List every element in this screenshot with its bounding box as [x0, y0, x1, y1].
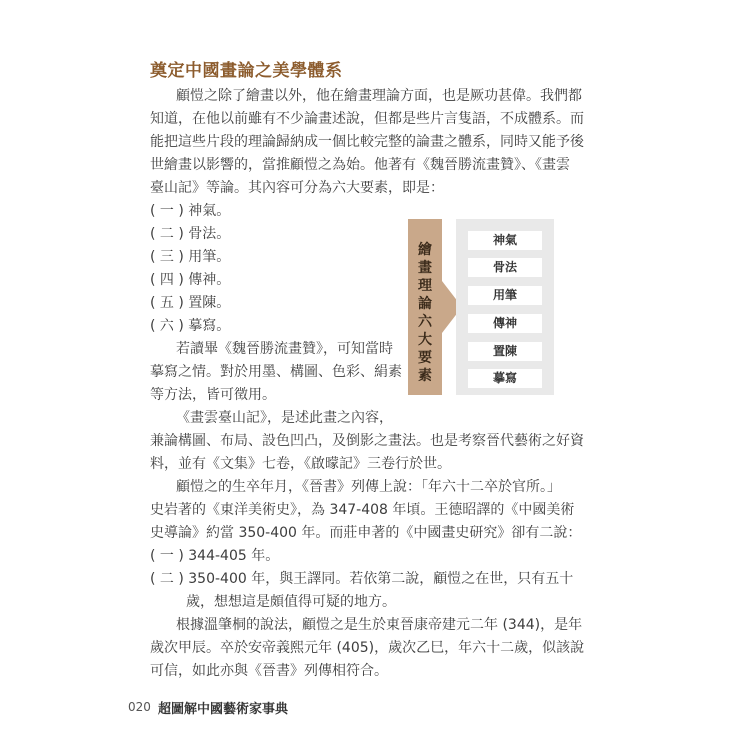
paragraph-line: 史導論》約當 350-400 年。而莊申著的《中國畫史研究》卻有二說：	[150, 525, 582, 541]
paragraph-line: 《畫雲臺山記》，是述此畫之內容，	[176, 410, 393, 426]
list-item: ( 五 ) 置陳。	[150, 295, 231, 311]
paragraph-line: 可信，如此亦與《晉書》列傳相符合。	[150, 663, 388, 679]
book-title: 超圖解中國藝術家事典	[158, 702, 289, 717]
diagram-label: 繪畫理論六大要素	[418, 242, 432, 384]
paragraph-line: 顧愷之的生卒年月，《晉書》列傳上說：「年六十二卒於官所。」	[176, 479, 561, 495]
list-item: ( 三 ) 用筆。	[150, 249, 231, 265]
diagram-label-box	[408, 219, 442, 395]
paragraph-line: 摹寫之情。對於用墨、構圖、色彩、絹素	[150, 364, 402, 380]
list-item-continuation: 歲，想想這是頗值得可疑的地方。	[186, 594, 396, 610]
list-item: ( 一 ) 344-405 年。	[150, 548, 280, 564]
paragraph-line: 顧愷之除了繪畫以外，他在繪畫理論方面，也是厥功甚偉。我們都	[176, 88, 582, 104]
paragraph-line: 等方法，皆可徵用。	[150, 387, 276, 403]
diagram-item: 用筆	[468, 286, 542, 305]
list-item: ( 二 ) 骨法。	[150, 226, 231, 242]
paragraph-line: 歲次甲辰。卒於安帝義熙元年 (405)，歲次乙巳，年六十二歲，似該說	[150, 640, 585, 656]
paragraph-line: 兼論構圖、布局、設色凹凸，及倒影之畫法。也是考察晉代藝術之好資	[150, 433, 584, 449]
diagram-item: 神氣	[468, 231, 542, 250]
diagram-item: 摹寫	[468, 369, 542, 388]
list-item: ( 六 ) 摹寫。	[150, 318, 231, 334]
diagram-item: 骨法	[468, 258, 542, 277]
page-number: 020	[128, 700, 151, 714]
list-item: ( 四 ) 傳神。	[150, 272, 231, 288]
paragraph-line: 根據溫肇桐的說法，顧愷之是生於東晉康帝建元二年 (344)，是年	[176, 617, 583, 633]
paragraph-line: 史岩著的《東洋美術史》，為 347-408 年頃。王德昭譯的《中國美術	[150, 502, 575, 518]
list-item: ( 一 ) 神氣。	[150, 203, 231, 219]
section-title: 奠定中國畫論之美學體系	[150, 61, 343, 81]
paragraph-line: 臺山記》等論。其內容可分為六大要素，即是：	[150, 180, 444, 196]
diagram-item: 傳神	[468, 314, 542, 333]
paragraph-line: 料，並有《文集》七卷，《啟曚記》三卷行於世。	[150, 456, 451, 472]
paragraph-line: 能把這些片段的理論歸納成一個比較完整的論畫之體系，同時又能予後	[150, 134, 584, 150]
paragraph-line: 若讀畢《魏晉勝流畫贊》，可知當時	[176, 341, 393, 357]
six-elements-diagram	[408, 219, 554, 395]
paragraph-line: 世繪畫以影響的，當推顧愷之為始。他著有《魏晉勝流畫贊》、《畫雲	[150, 157, 570, 173]
diagram-items-panel	[456, 219, 554, 395]
list-item: ( 二 ) 350-400 年，與王譯同。若依第二說，顧愷之在世，只有五十	[150, 571, 574, 587]
paragraph-line: 知道，在他以前雖有不少論畫述說，但都是些片言隻語，不成體系。而	[150, 111, 584, 127]
diagram-item: 置陳	[468, 342, 542, 361]
